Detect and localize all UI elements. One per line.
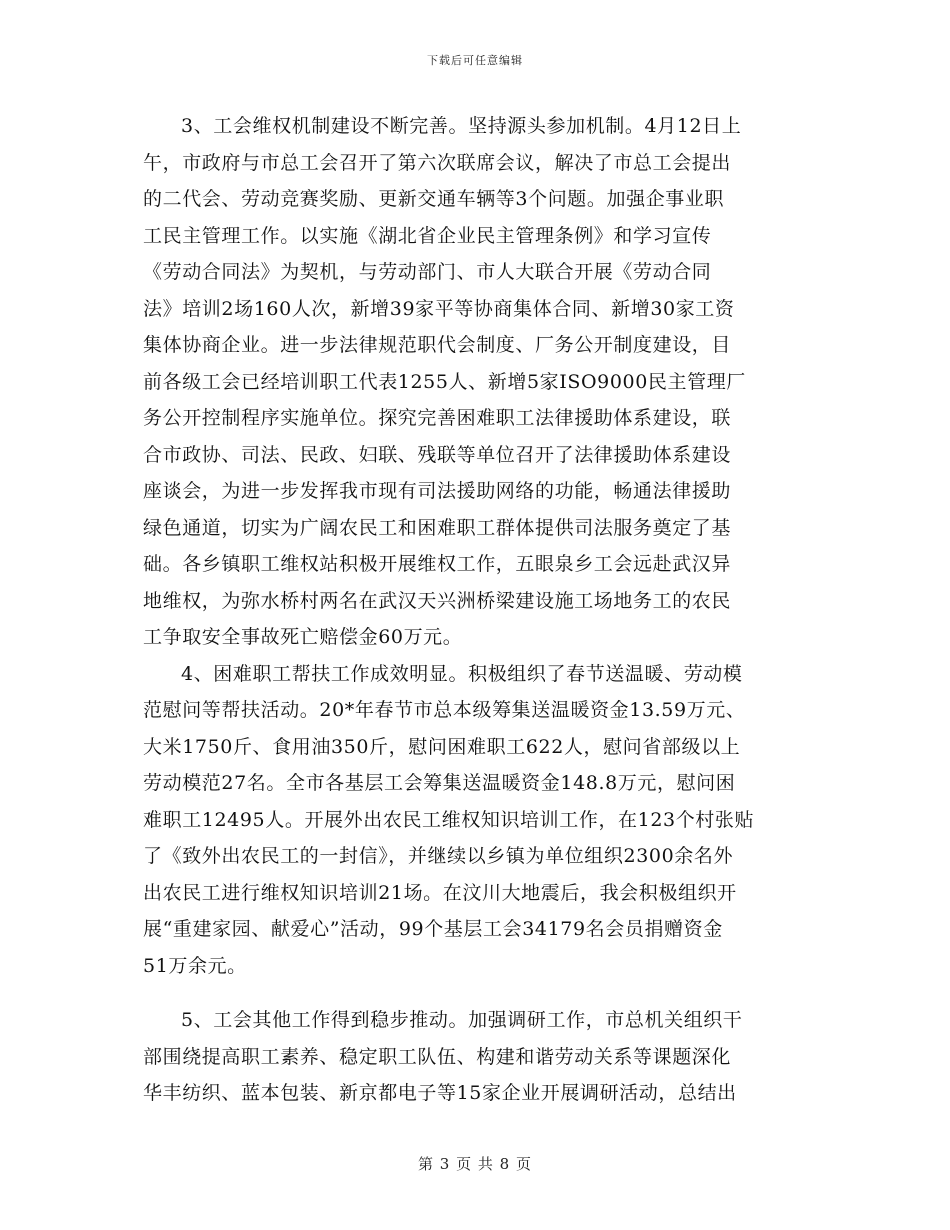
text-line: 前各级工会已经培训职工代表1255人、新增5家ISO9000民主管理厂: [143, 370, 746, 393]
text-line: 午，市政府与市总工会召开了第六次联席会议，解决了市总工会提出: [143, 151, 732, 174]
text-line: 地维权，为弥水桥村两名在武汉天兴洲桥梁建设施工场地务工的农民: [143, 589, 732, 612]
text-line: 础。各乡镇职工维权站积极开展维权工作，五眼泉乡工会远赴武汉异: [143, 553, 732, 575]
paragraph-5-other-work: [143, 1002, 807, 1112]
text-line: 集体协商企业。进一步法律规范职代会制度、厂务公开制度建设，目: [143, 334, 732, 356]
text-line: 工民主管理工作。以实施《湖北省企业民主管理条例》和学习宣传: [143, 224, 712, 247]
text-line: 务公开控制程序实施单位。探究完善困难职工法律援助体系建设，联: [143, 407, 732, 429]
text-line: 难职工12495人。开展外出农民工维权知识培训工作，在123个村张贴: [143, 808, 755, 831]
paragraph-3-rights-mechanism: [143, 108, 807, 656]
text-line: 出农民工进行维权知识培训21场。在汶川大地震后，我会积极组织开: [143, 881, 737, 904]
text-line: 3、工会维权机制建设不断完善。坚持源头参加机制。4月12日上: [181, 115, 742, 137]
page-number-footer: 第 3 页 共 8 页: [418, 1155, 532, 1173]
text-line: 51万余元。: [143, 954, 247, 977]
text-line: 的二代会、劳动竞赛奖励、更新交通车辆等3个问题。加强企事业职: [143, 188, 725, 210]
text-line: 部围绕提高职工素养、稳定职工队伍、构建和谐劳动关系等课题深化: [143, 1045, 732, 1068]
text-line: 华丰纺织、蓝本包装、新京都电子等15家企业开展调研活动，总结出: [143, 1082, 737, 1104]
text-line: 大米1750斤、食用油350斤，慰问困难职工622人，慰问省部级以上: [143, 735, 741, 758]
text-line: 5、工会其他工作得到稳步推动。加强调研工作，市总机关组织干: [181, 1009, 743, 1031]
page-header: 下载后可任意编辑: [427, 54, 523, 67]
text-line: 座谈会，为进一步发挥我市现有司法援助网络的功能，畅通法律援助: [143, 480, 732, 502]
paragraph-4-assistance: [143, 656, 807, 985]
text-line: 4、困难职工帮扶工作成效明显。积极组织了春节送温暖、劳动模: [181, 662, 743, 685]
text-line: 了《致外出农民工的一封信》，并继续以乡镇为单位组织2300余名外: [143, 845, 734, 867]
text-line: 范慰问等帮扶活动。20*年春节市总本级筹集送温暖资金13.59万元、: [143, 699, 746, 721]
text-line: 展“重建家园、献爱心”活动，99个基层工会34179名会员捐赠资金: [143, 918, 723, 940]
text-line: 《劳动合同法》为契机，与劳动部门、市人大联合开展《劳动合同: [143, 261, 712, 283]
document-body: [143, 108, 807, 1112]
paragraph-spacer: [143, 984, 807, 1002]
text-line: 绿色通道，切实为广阔农民工和困难职工群体提供司法服务奠定了基: [143, 516, 732, 539]
text-line: 劳动模范27名。全市各基层工会筹集送温暖资金148.8万元，慰问困: [143, 772, 736, 794]
text-line: 合市政协、司法、民政、妇联、残联等单位召开了法律援助体系建设: [143, 443, 732, 466]
text-line: 工争取安全事故死亡赔偿金60万元。: [143, 626, 463, 648]
text-line: 法》培训2场160人次，新增39家平等协商集体合同、新增30家工资: [143, 297, 735, 320]
